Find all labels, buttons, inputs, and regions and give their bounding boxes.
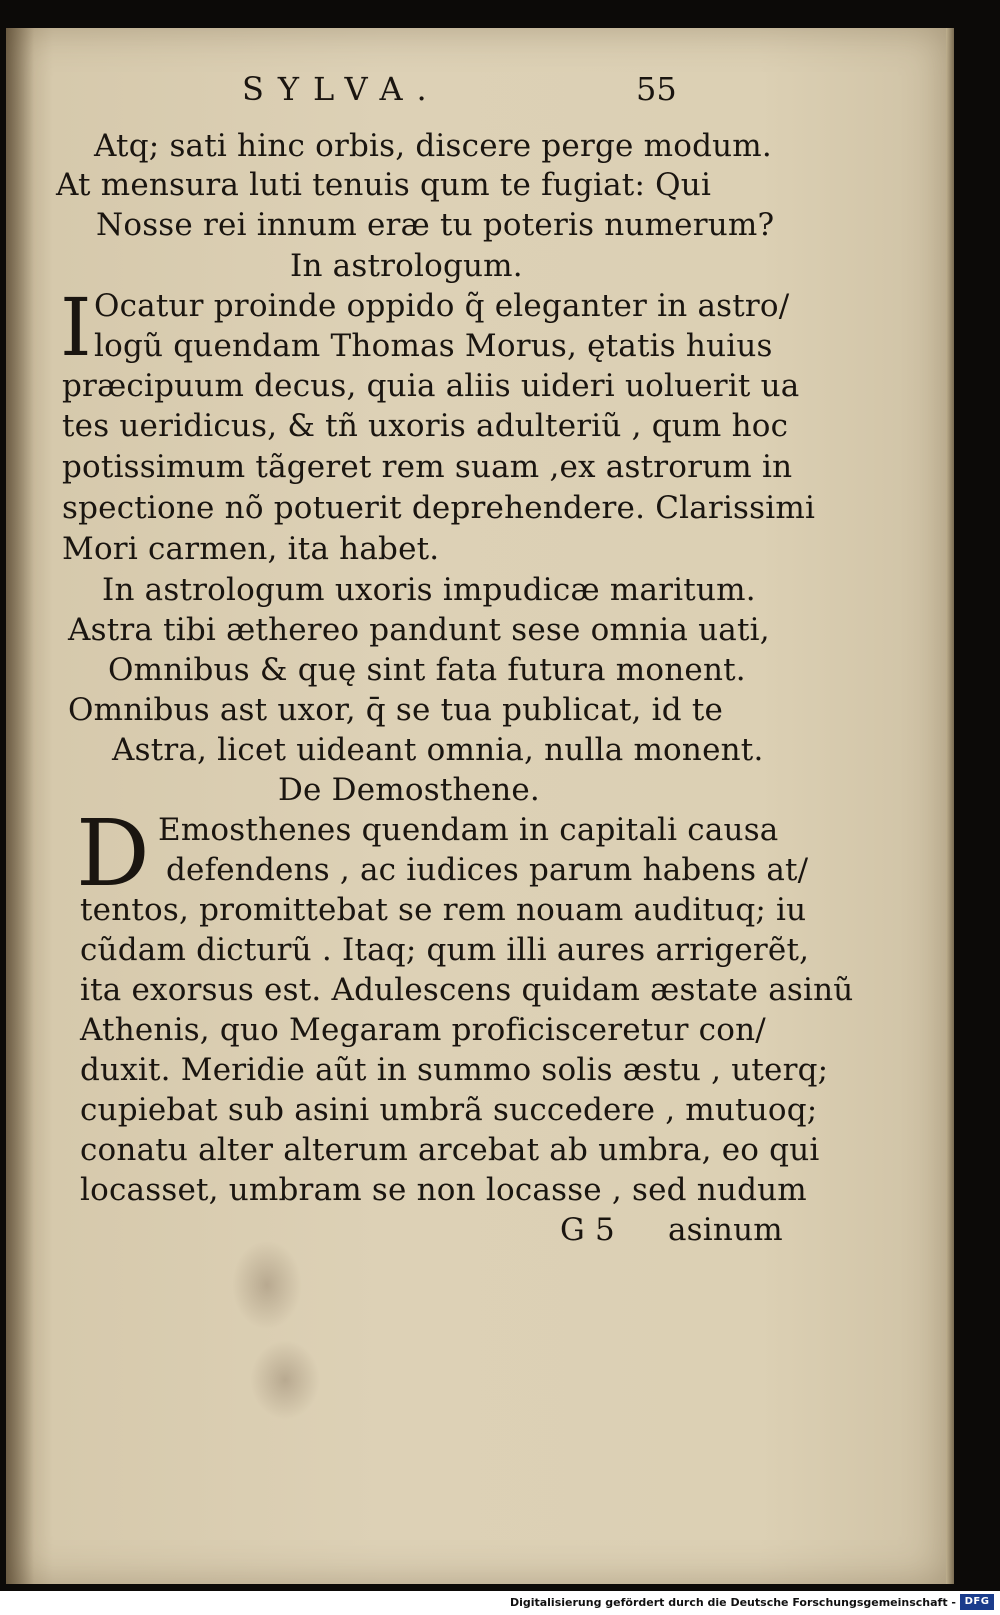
footer-bar: [0, 1591, 1000, 1615]
text-line: Atq; sati hinc orbis, discere perge modum.: [94, 128, 772, 164]
text-line: cupiebat sub asini umbrã succedere , mutuoq;: [80, 1092, 818, 1128]
text-line: Mori carmen, ita habet.: [62, 531, 440, 567]
dfg-logo: DFG: [960, 1594, 994, 1610]
text-line: Nosse rei innum eræ tu poteris numerum?: [96, 207, 775, 243]
drop-capital: I: [60, 281, 92, 374]
section-heading: De Demosthene.: [278, 772, 540, 808]
page-edge: [946, 28, 954, 1584]
text-line: defendens , ac iudices parum habens at/: [166, 852, 809, 888]
text-line: spectione nõ potuerit deprehendere. Clarissimi: [62, 490, 816, 526]
poem-line: Astra tibi æthereo pandunt sese omnia uati,: [68, 612, 770, 648]
catchword: asinum: [668, 1212, 783, 1248]
poem-title: In astrologum uxoris impudicæ maritum.: [102, 572, 756, 608]
text-line: Athenis, quo Megaram proficisceretur con/: [80, 1012, 766, 1048]
signature-mark: G 5: [560, 1212, 615, 1248]
text-line: Emosthenes quendam in capitali causa: [158, 812, 779, 848]
stain-mark: [250, 1340, 320, 1420]
gutter-shadow: [6, 28, 34, 1584]
poem-line: Omnibus ast uxor, q̄ se tua publicat, id te: [68, 692, 724, 728]
section-heading: In astrologum.: [290, 248, 523, 284]
text-line: tes ueridicus, & tñ uxoris adulteriũ , qum hoc: [62, 408, 789, 444]
running-head: SYLVA.: [242, 70, 441, 108]
poem-line: Omnibus & quę sint fata futura monent.: [108, 652, 746, 688]
text-line: Ocatur proinde oppido q̃ eleganter in astro/: [94, 288, 790, 324]
drop-capital: D: [76, 800, 150, 907]
text-line: duxit. Meridie aũt in summo solis æstu , uterq;: [80, 1052, 829, 1088]
text-line: tentos, promittebat se rem nouam audituq; iu: [80, 892, 807, 928]
text-line: At mensura luti tenuis qum te fugiat: Qui: [56, 167, 712, 203]
poem-line: Astra, licet uideant omnia, nulla monent.: [112, 732, 764, 768]
text-line: conatu alter alterum arcebat ab umbra, eo qui: [80, 1132, 820, 1168]
funding-credit: Digitalisierung gefördert durch die Deutsche Forschungsgemeinschaft -: [509, 1596, 956, 1609]
text-line: præcipuum decus, quia aliis uideri uoluerit ua: [62, 368, 800, 404]
stain-mark: [232, 1240, 302, 1330]
text-line: potissimum tãgeret rem suam ,ex astrorum in: [62, 449, 793, 485]
page-number: 55: [636, 70, 677, 108]
text-line: ita exorsus est. Adulescens quidam æstate asinũ: [80, 972, 854, 1008]
text-line: logũ quendam Thomas Morus, ętatis huius: [94, 328, 773, 364]
text-line: locasset, umbram se non locasse , sed nudum: [80, 1172, 807, 1208]
text-line: cũdam dicturũ . Itaq; qum illi aures arrigerẽt,: [80, 932, 810, 968]
